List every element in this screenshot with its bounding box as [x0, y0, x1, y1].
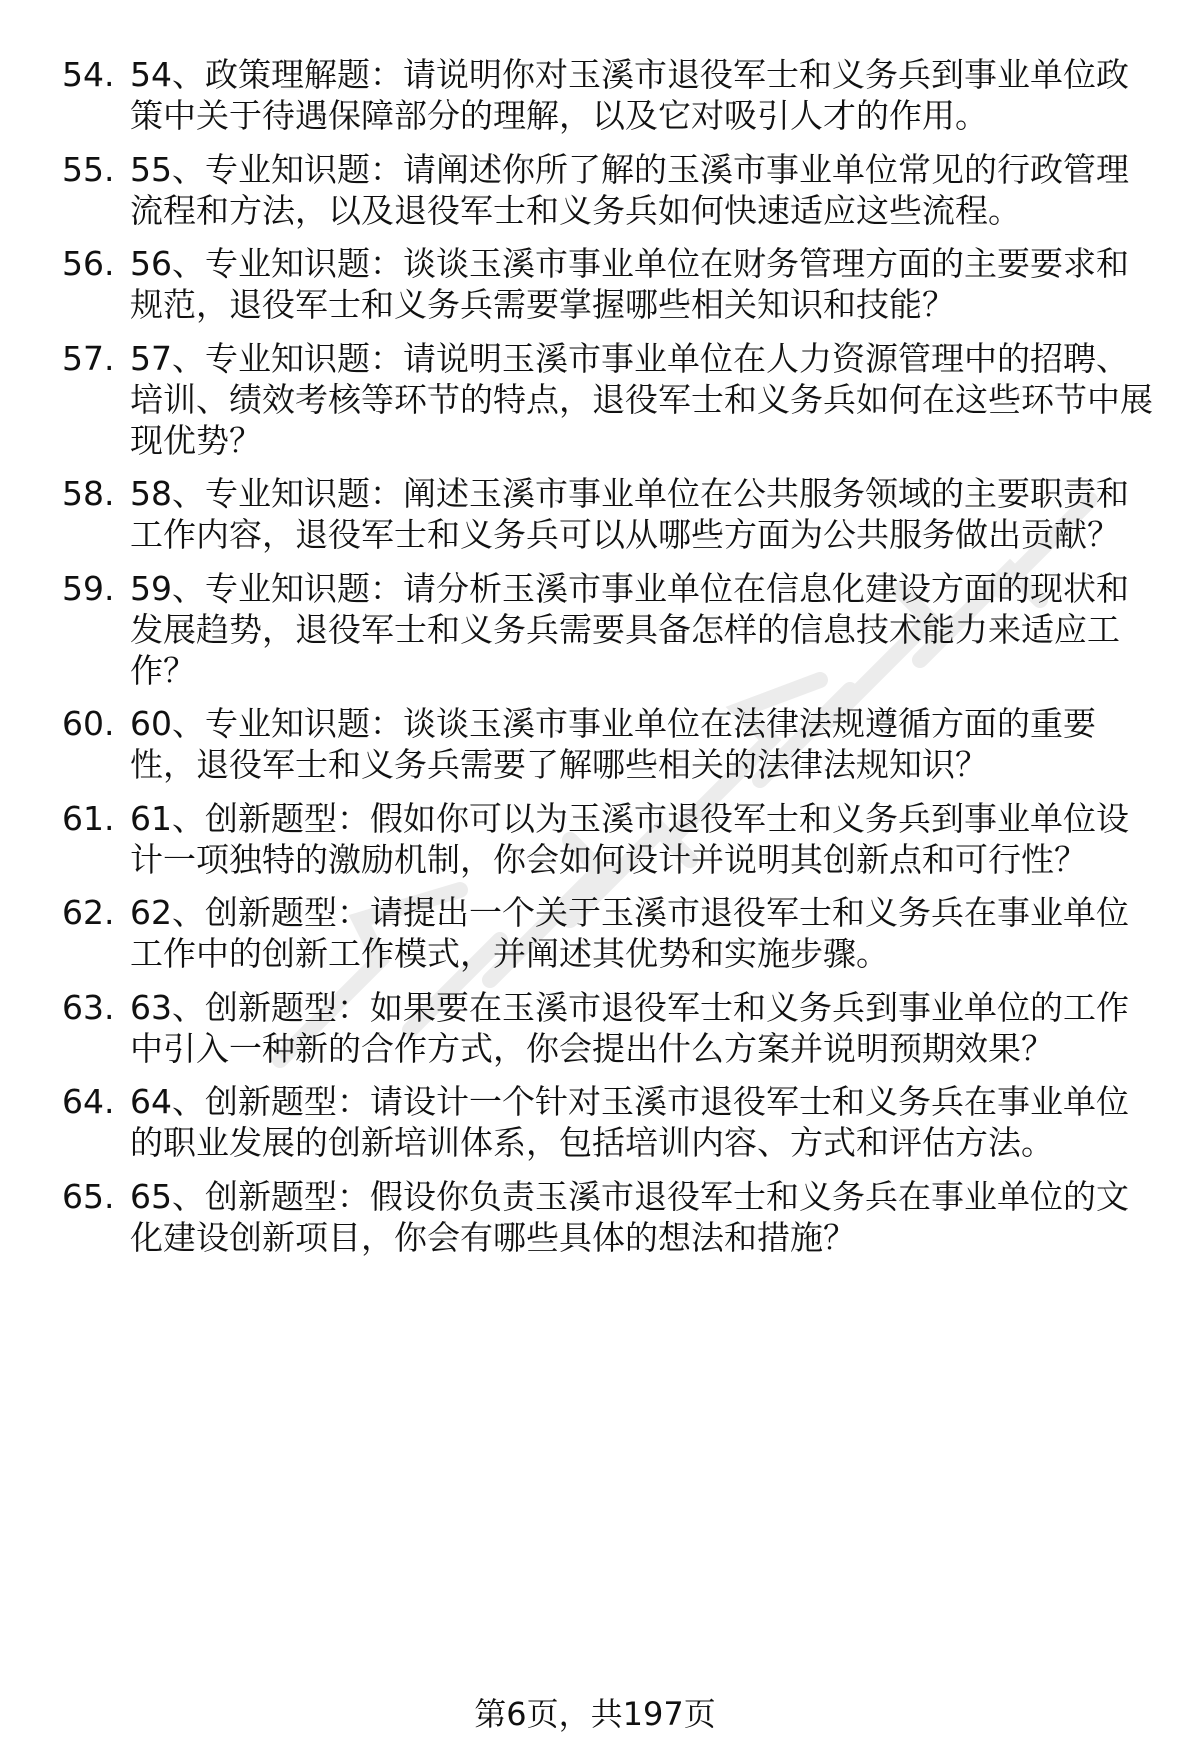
list-item [62, 54, 1158, 136]
question-text: 54、政策理解题：请说明你对玉溪市退役军士和义务兵到事业单位政策中关于待遇保障部分的理解，以及它对吸引人才的作用。 [130, 55, 1129, 135]
question-number: 62. [62, 893, 115, 932]
question-number: 60. [62, 704, 115, 743]
question-text: 57、专业知识题：请说明玉溪市事业单位在人力资源管理中的招聘、培训、绩效考核等环节的特点，退役军士和义务兵如何在这些环节中展现优势？ [130, 338, 1153, 460]
question-number: 55. [62, 149, 115, 189]
question-number: 54. [62, 55, 115, 94]
question-text: 62、创新题型：请提出一个关于玉溪市退役军士和义务兵在事业单位工作中的创新工作模式，并阐述其优势和实施步骤。 [130, 893, 1129, 973]
question-number: 65. [62, 1176, 115, 1216]
question-number: 58. [62, 474, 115, 513]
list-item [62, 243, 1158, 325]
question-list [62, 54, 1158, 1270]
question-text: 63、创新题型：如果要在玉溪市退役军士和义务兵到事业单位的工作中引入一种新的合作方式，你会提出什么方案并说明预期效果？ [130, 987, 1129, 1068]
question-text: 65、创新题型：假设你负责玉溪市退役军士和义务兵在事业单位的文化建设创新项目，你会有哪些具体的想法和措施？ [130, 1176, 1129, 1257]
list-item [62, 149, 1158, 231]
page-footer: 第6页，共197页 [474, 1695, 716, 1733]
question-text: 56、专业知识题：谈谈玉溪市事业单位在财务管理方面的主要要求和规范，退役军士和义务兵需要掌握哪些相关知识和技能？ [130, 244, 1129, 324]
question-text: 60、专业知识题：谈谈玉溪市事业单位在法律法规遵循方面的重要性，退役军士和义务兵需要了解哪些相关的法律法规知识？ [130, 704, 1096, 784]
list-item [62, 798, 1158, 880]
question-text: 55、专业知识题：请阐述你所了解的玉溪市事业单位常见的行政管理流程和方法，以及退役军士和义务兵如何快速适应这些流程。 [130, 149, 1129, 230]
question-text: 61、创新题型：假如你可以为玉溪市退役军士和义务兵到事业单位设计一项独特的激励机制，你会如何设计并说明其创新点和可行性？ [130, 798, 1129, 879]
question-text: 58、专业知识题：阐述玉溪市事业单位在公共服务领域的主要职责和工作内容，退役军士和义务兵可以从哪些方面为公共服务做出贡献？ [130, 474, 1129, 554]
question-number: 61. [62, 798, 115, 838]
list-item [62, 987, 1158, 1069]
list-item [62, 473, 1158, 555]
question-number: 64. [62, 1082, 115, 1121]
question-number: 56. [62, 244, 115, 283]
question-number: 57. [62, 338, 115, 378]
question-number: 59. [62, 568, 115, 608]
list-item [62, 338, 1158, 461]
list-item [62, 568, 1158, 691]
list-item [62, 1176, 1158, 1258]
list-item [62, 892, 1158, 974]
question-number: 63. [62, 987, 115, 1027]
list-item [62, 703, 1158, 785]
question-text: 59、专业知识题：请分析玉溪市事业单位在信息化建设方面的现状和发展趋势，退役军士和义务兵需要具备怎样的信息技术能力来适应工作？ [130, 568, 1129, 690]
question-text: 64、创新题型：请设计一个针对玉溪市退役军士和义务兵在事业单位的职业发展的创新培训体系，包括培训内容、方式和评估方法。 [130, 1082, 1129, 1162]
list-item [62, 1081, 1158, 1163]
